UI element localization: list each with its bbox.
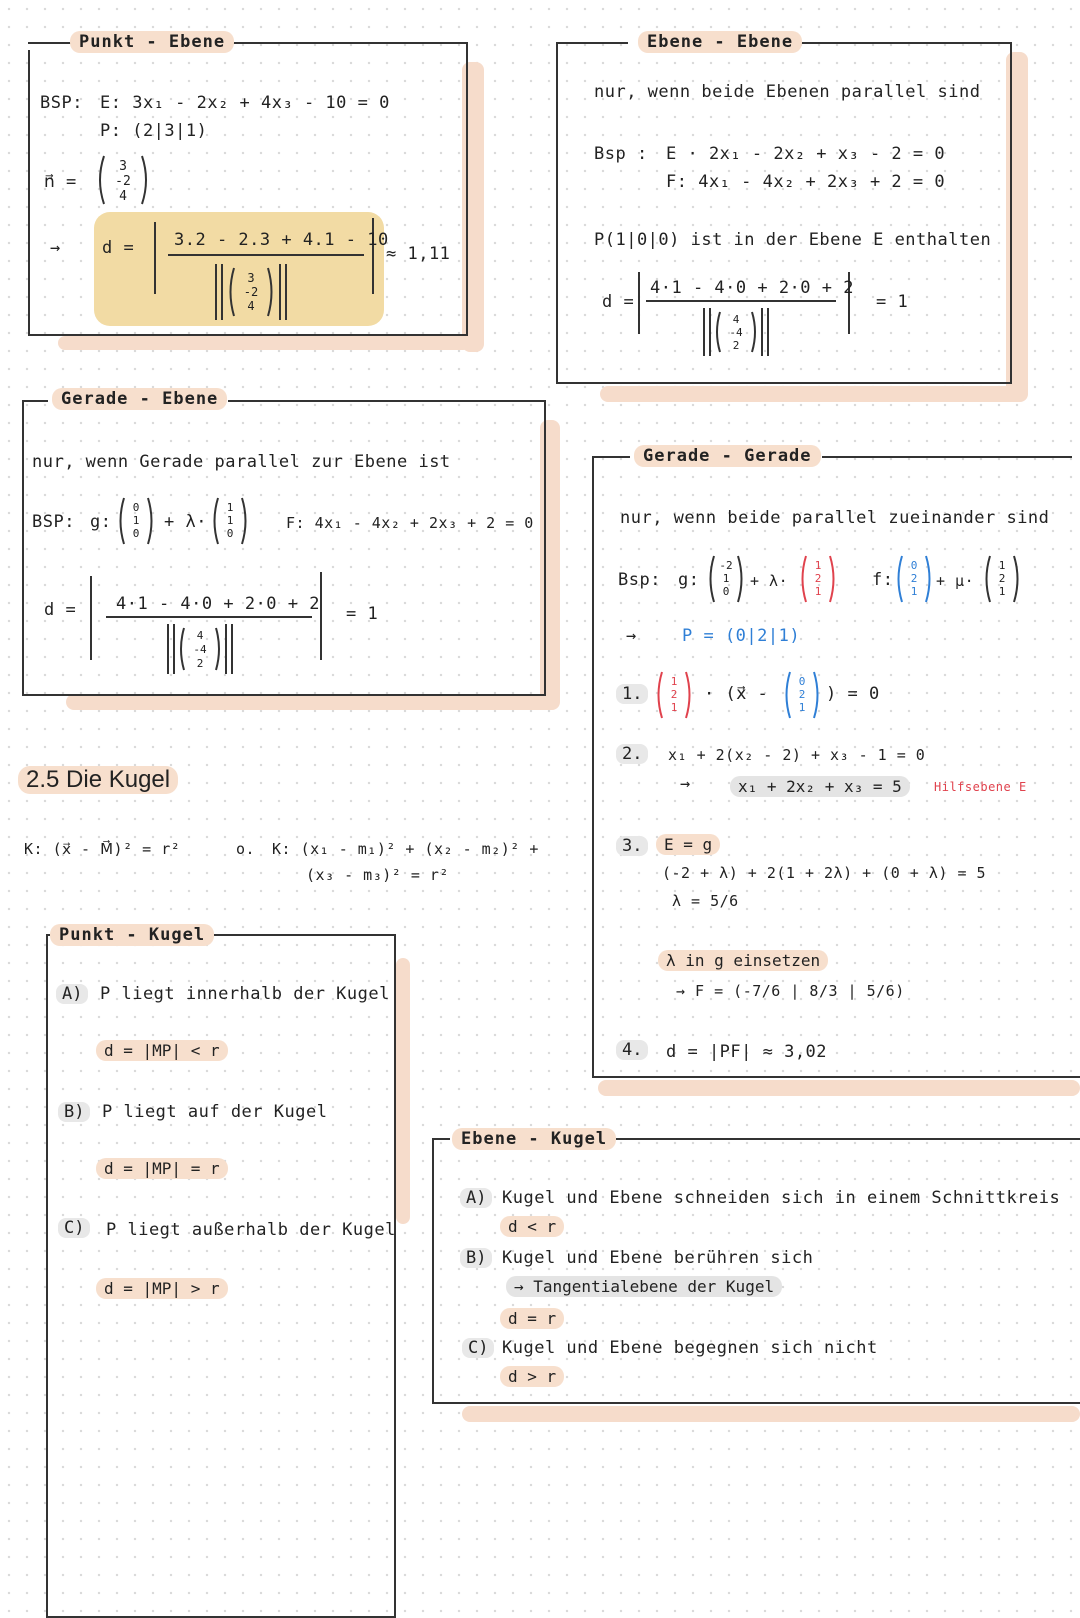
- section-title: Punkt - Ebene: [70, 31, 234, 53]
- vec-entry: 1: [132, 514, 140, 527]
- step2-result: x₁ + 2x₂ + x₃ = 5: [730, 776, 910, 797]
- section-title: Gerade - Ebene: [52, 388, 227, 410]
- or-label: o.: [236, 840, 256, 858]
- vec-entry: 1: [814, 585, 822, 598]
- condition: nur, wenn beide parallel zueinander sind: [620, 508, 1050, 528]
- vec-entry: 2: [998, 572, 1006, 585]
- step1-vector-2: [780, 668, 824, 722]
- vec-entry: 2: [196, 657, 204, 670]
- step3-lambda: λ = 5/6: [672, 892, 739, 910]
- step1-close: ) = 0: [826, 684, 880, 704]
- bsp-label: BSP:: [40, 93, 83, 113]
- vec-entry: 2: [910, 572, 918, 585]
- step3-point: → F = (-7/6 | 8/3 | 5/6): [676, 982, 905, 1000]
- vec-entry: 2: [814, 572, 822, 585]
- denominator-norm: [700, 304, 772, 360]
- result: ≈ 1,11: [386, 244, 451, 264]
- step3-equation: E = g: [656, 834, 720, 855]
- step2-equation: x₁ + 2(x₂ - 2) + x₃ - 1 = 0: [668, 746, 926, 764]
- case-c-label: C): [462, 1338, 494, 1358]
- plus-mu: + μ·: [936, 572, 975, 590]
- vec-entry: -2: [115, 174, 131, 189]
- f-vector-2: [980, 552, 1024, 606]
- line-vector-1: [114, 494, 158, 548]
- denominator-norm: [212, 260, 292, 324]
- box-shadow: [66, 694, 558, 710]
- d-label: d =: [102, 238, 135, 258]
- bsp-label: Bsp :: [594, 144, 648, 164]
- point-note: P(1|0|0) ist in der Ebene E enthalten: [594, 230, 992, 250]
- vec-entry: 1: [814, 559, 822, 572]
- vec-entry: 1: [910, 585, 918, 598]
- vec-entry: 1: [670, 701, 678, 714]
- step3-insert: λ in g einsetzen: [658, 950, 828, 971]
- point: P: (2|3|1): [100, 121, 208, 141]
- step3-line: (-2 + λ) + 2(1 + 2λ) + (0 + λ) = 5: [662, 864, 987, 882]
- vec-entry: -4: [193, 643, 207, 656]
- vec-entry: 1: [226, 514, 234, 527]
- plus-lambda: + λ·: [164, 512, 207, 532]
- case-b-formula: d = |MP| = r: [96, 1158, 228, 1179]
- section-title: Ebene - Kugel: [452, 1128, 616, 1150]
- box-shadow: [598, 1080, 1080, 1096]
- gerade-ebene-box: [22, 400, 546, 696]
- vec-entry: 1: [226, 501, 234, 514]
- vec-entry: 0: [132, 501, 140, 514]
- box-shadow: [462, 1406, 1080, 1422]
- step2-note: Hilfsebene E: [934, 780, 1027, 794]
- plane-equation: E: 3x₁ - 2x₂ + 4x₃ - 10 = 0: [100, 93, 390, 113]
- plane-f: F: 4x₁ - 4x₂ + 2x₃ + 2 = 0: [666, 172, 946, 192]
- vec-entry: 2: [798, 688, 806, 701]
- vec-entry: 0: [910, 559, 918, 572]
- step-1-number: 1.: [616, 684, 648, 704]
- section-title: Ebene - Ebene: [638, 31, 802, 53]
- kugel-equation-vector: K: (x⃗ - M⃗)² = r²: [24, 840, 181, 858]
- case-c-text: Kugel und Ebene begegnen sich nicht: [502, 1338, 878, 1358]
- vec-entry: 4: [119, 189, 127, 204]
- plane-equation: F: 4x₁ - 4x₂ + 2x₃ + 2 = 0: [286, 514, 534, 532]
- vec-entry: 0: [132, 527, 140, 540]
- vec-entry: 1: [798, 701, 806, 714]
- box-shadow: [58, 336, 470, 350]
- arrow-icon: →: [680, 774, 691, 794]
- step4-equation: d = |PF| ≈ 3,02: [666, 1042, 828, 1062]
- step-3-number: 3.: [616, 836, 648, 856]
- vec-entry: 4: [196, 629, 204, 642]
- step1-vector: [652, 668, 696, 722]
- vec-entry: 2: [670, 688, 678, 701]
- vec-entry: 4: [247, 299, 255, 313]
- plus-lambda: + λ·: [750, 572, 789, 590]
- step-4-number: 4.: [616, 1040, 648, 1060]
- bsp-label: BSP:: [32, 512, 75, 532]
- case-a-label: A): [460, 1188, 492, 1208]
- normal-vector: [94, 150, 154, 210]
- box-shadow: [600, 386, 1028, 402]
- plane-e: E · 2x₁ - 2x₂ + x₃ - 2 = 0: [666, 144, 946, 164]
- vec-entry: 3: [119, 159, 127, 174]
- vec-entry: 3: [247, 271, 255, 285]
- arrow-icon: →: [626, 626, 637, 646]
- vec-entry: 1: [998, 585, 1006, 598]
- vec-entry: -4: [729, 326, 743, 339]
- case-c-label: C): [58, 1218, 90, 1238]
- step-2-number: 2.: [616, 744, 648, 764]
- vec-entry: 0: [798, 675, 806, 688]
- vec-entry: 4: [732, 313, 740, 326]
- arrow-icon: →: [50, 238, 61, 258]
- case-a-label: A): [56, 984, 88, 1004]
- case-c-formula: d = |MP| > r: [96, 1278, 228, 1299]
- line-label: g:: [90, 512, 112, 532]
- f-vector-1: [892, 552, 936, 606]
- case-c-formula: d > r: [500, 1366, 564, 1387]
- vec-entry: 0: [722, 585, 730, 598]
- case-a-formula: d < r: [500, 1216, 564, 1237]
- case-c-text: P liegt außerhalb der Kugel: [106, 1220, 396, 1240]
- line-vector-2: [208, 494, 252, 548]
- case-a-text: P liegt innerhalb der Kugel: [100, 984, 390, 1004]
- step1-dot-open: · (x⃗ -: [704, 684, 769, 704]
- d-label: d =: [602, 292, 635, 312]
- vec-entry: 0: [226, 527, 234, 540]
- point: P = (0|2|1): [682, 626, 801, 646]
- vec-entry: 1: [670, 675, 678, 688]
- vec-entry: 1: [722, 572, 730, 585]
- case-b-text: P liegt auf der Kugel: [102, 1102, 328, 1122]
- vec-entry: 1: [998, 559, 1006, 572]
- condition: nur, wenn beide Ebenen parallel sind: [594, 82, 981, 102]
- case-a-text: Kugel und Ebene schneiden sich in einem Schnittkreis: [502, 1188, 1061, 1208]
- case-b-label: B): [58, 1102, 90, 1122]
- normal-label: n⃗ =: [44, 172, 77, 192]
- g-label: g:: [678, 570, 700, 590]
- numerator: 4·1 - 4·0 + 2·0 + 2: [650, 278, 854, 298]
- vec-entry: 2: [732, 339, 740, 352]
- box-shadow: [396, 958, 410, 1224]
- case-b-formula: d = r: [500, 1308, 564, 1329]
- section-title: Gerade - Gerade: [634, 445, 821, 467]
- d-label: d =: [44, 600, 77, 620]
- case-b-label: B): [460, 1248, 492, 1268]
- kugel-heading: 2.5 Die Kugel: [18, 766, 178, 794]
- case-b-text: Kugel und Ebene berühren sich: [502, 1248, 814, 1268]
- bsp-label: Bsp:: [618, 570, 661, 590]
- result: = 1: [346, 604, 379, 624]
- kugel-equation-coord-1: K: (x₁ - m₁)² + (x₂ - m₂)² +: [272, 840, 539, 858]
- vec-entry: -2: [719, 559, 733, 572]
- g-vector-2: [796, 552, 840, 606]
- case-b-sub: → Tangentialebene der Kugel: [506, 1276, 782, 1297]
- f-label: f:: [872, 570, 894, 590]
- condition: nur, wenn Gerade parallel zur Ebene ist: [32, 452, 451, 472]
- kugel-equation-coord-2: (x₃ - m₃)² = r²: [306, 866, 449, 884]
- case-a-formula: d = |MP| < r: [96, 1040, 228, 1061]
- result: = 1: [876, 292, 909, 312]
- g-vector-1: [704, 552, 748, 606]
- numerator: 4·1 - 4·0 + 2·0 + 2: [116, 594, 320, 614]
- numerator: 3.2 - 2.3 + 4.1 - 10: [174, 230, 389, 250]
- denominator-norm: [164, 620, 236, 680]
- vec-entry: -2: [243, 285, 259, 299]
- section-title: Punkt - Kugel: [50, 924, 214, 946]
